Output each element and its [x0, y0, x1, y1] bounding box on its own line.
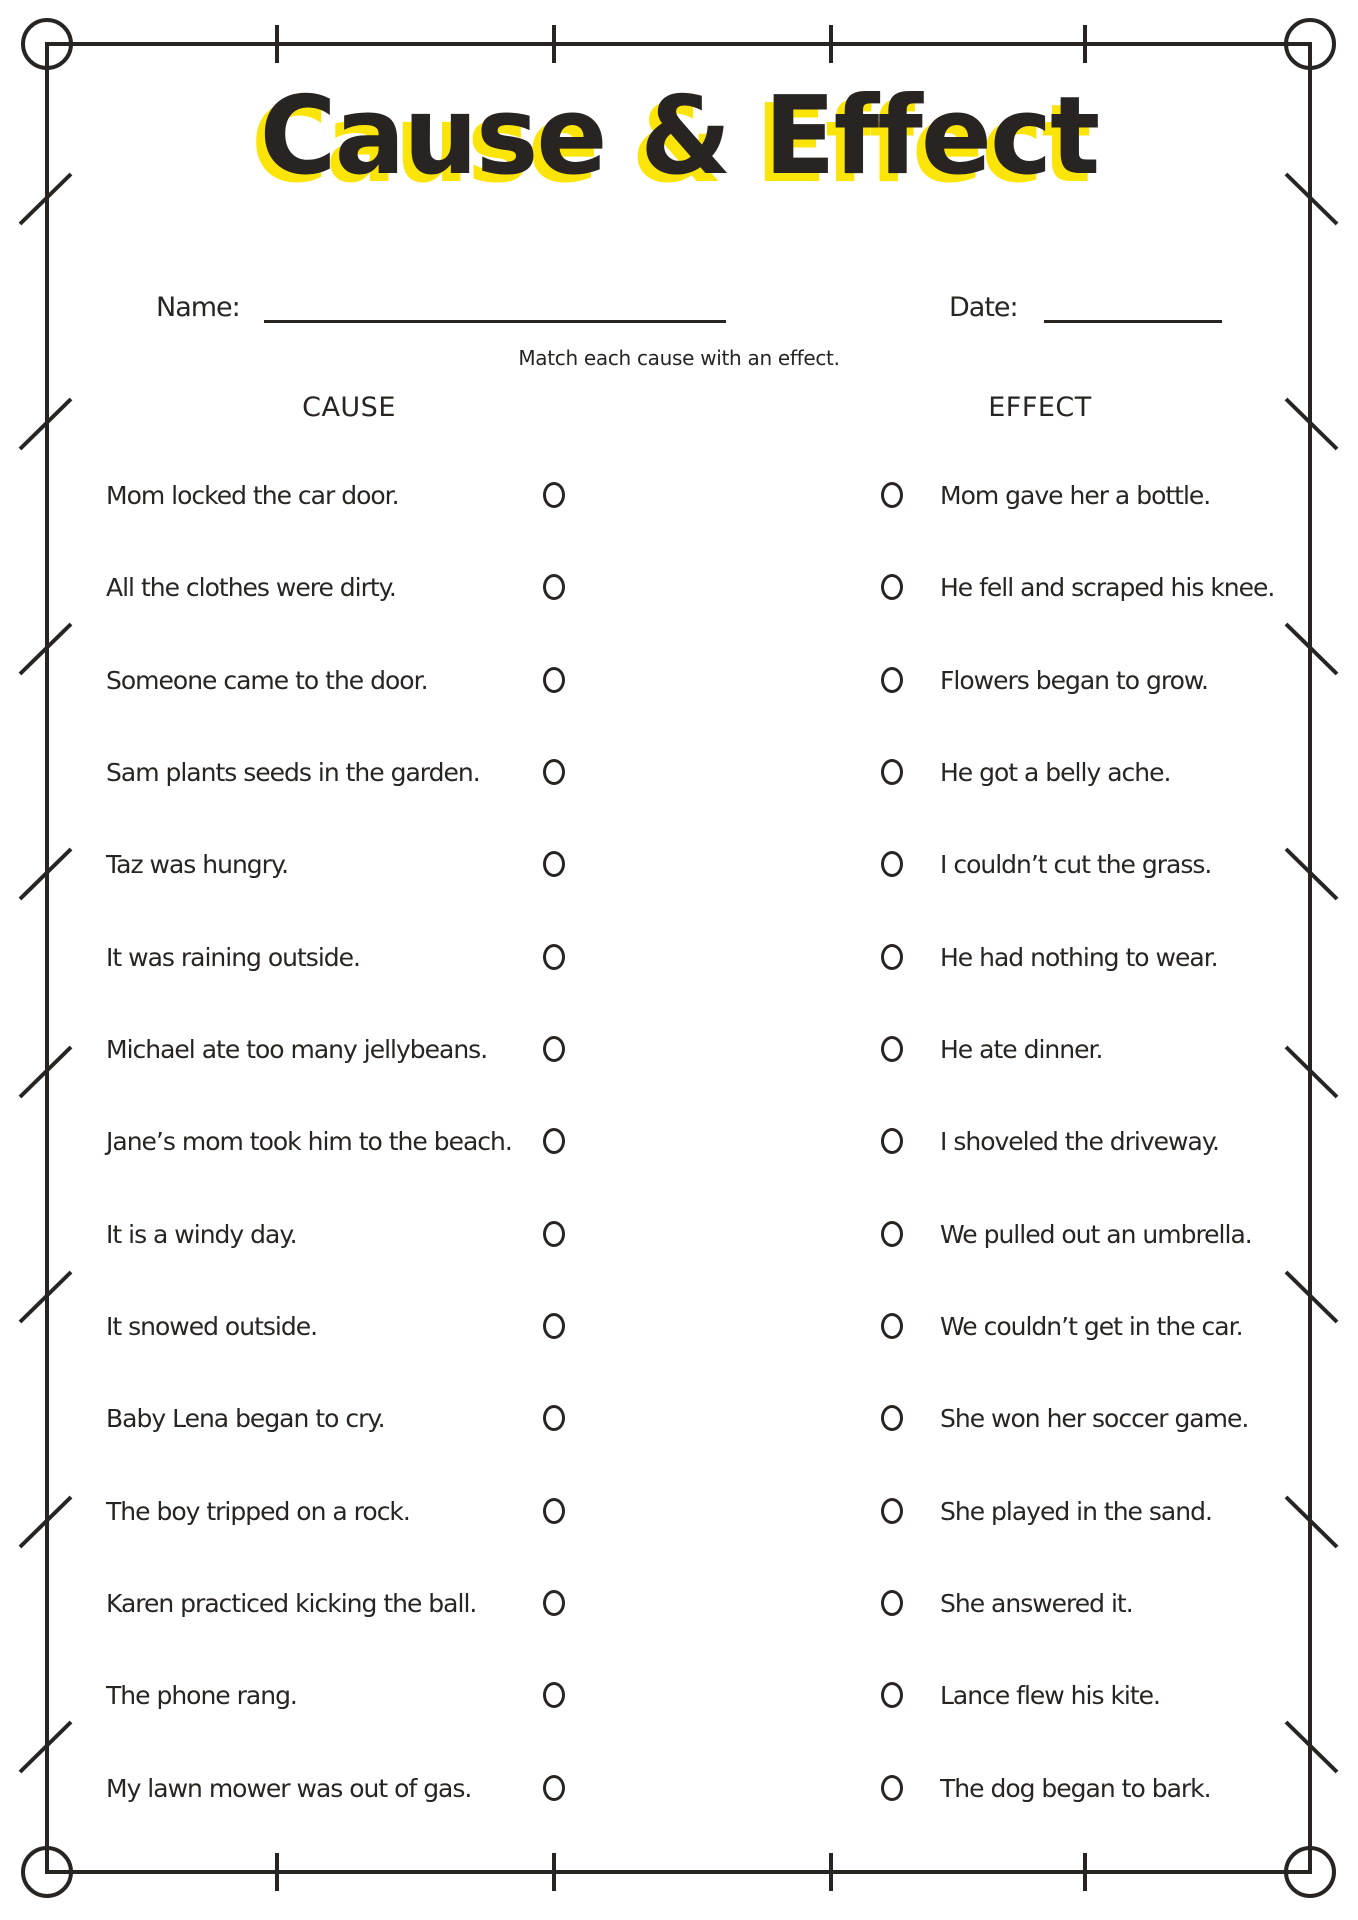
effect-answer-bubble[interactable] [881, 574, 903, 600]
cause-answer-bubble[interactable] [543, 1405, 565, 1431]
cause-column-header: CAUSE [302, 392, 396, 423]
cause-text: It was raining outside. [106, 942, 360, 972]
cause-text: All the clothes were dirty. [106, 573, 396, 603]
worksheet-title: Cause & Effect [259, 74, 1099, 199]
effect-text: I couldn’t cut the grass. [940, 850, 1212, 880]
cause-answer-bubble[interactable] [543, 944, 565, 970]
effect-text: The dog began to bark. [940, 1773, 1211, 1803]
cause-text: Baby Lena began to cry. [106, 1404, 385, 1434]
cause-answer-bubble[interactable] [543, 667, 565, 693]
cause-answer-bubble[interactable] [543, 1128, 565, 1154]
effect-answer-bubble[interactable] [881, 667, 903, 693]
matching-row [0, 1397, 1358, 1441]
effect-answer-bubble[interactable] [881, 759, 903, 785]
cause-text: It is a windy day. [106, 1219, 297, 1249]
effect-answer-bubble[interactable] [881, 1590, 903, 1616]
cause-answer-bubble[interactable] [543, 1036, 565, 1062]
cause-answer-bubble[interactable] [543, 482, 565, 508]
cause-text: Karen practiced kicking the ball. [106, 1588, 477, 1618]
cause-answer-bubble[interactable] [543, 1775, 565, 1801]
matching-row [0, 1674, 1358, 1718]
matching-row [0, 1490, 1358, 1534]
effect-text: I shoveled the driveway. [940, 1127, 1219, 1157]
effect-answer-bubble[interactable] [881, 1682, 903, 1708]
matching-row [0, 1120, 1358, 1164]
effect-text: He got a belly ache. [940, 757, 1171, 787]
cause-text: Michael ate too many jellybeans. [106, 1034, 488, 1064]
cause-answer-bubble[interactable] [543, 851, 565, 877]
effect-text: She played in the sand. [940, 1496, 1212, 1526]
effect-text: We pulled out an umbrella. [940, 1219, 1252, 1249]
matching-row [0, 936, 1358, 980]
cause-text: Jane’s mom took him to the beach. [106, 1127, 512, 1157]
cause-text: The boy tripped on a rock. [106, 1496, 410, 1526]
cause-text: Someone came to the door. [106, 665, 428, 695]
effect-answer-bubble[interactable] [881, 1128, 903, 1154]
effect-text: Flowers began to grow. [940, 665, 1208, 695]
cause-answer-bubble[interactable] [543, 759, 565, 785]
cause-text: My lawn mower was out of gas. [106, 1773, 472, 1803]
cause-text: The phone rang. [106, 1681, 297, 1711]
cause-answer-bubble[interactable] [543, 574, 565, 600]
cause-answer-bubble[interactable] [543, 1313, 565, 1339]
effect-text: Lance flew his kite. [940, 1681, 1161, 1711]
effect-text: She answered it. [940, 1588, 1133, 1618]
effect-text: He had nothing to wear. [940, 942, 1218, 972]
effect-text: She won her soccer game. [940, 1404, 1249, 1434]
cause-text: Mom locked the car door. [106, 481, 399, 510]
matching-row [0, 1213, 1358, 1257]
date-label: Date: [949, 292, 1018, 323]
matching-row [0, 659, 1358, 703]
effect-answer-bubble[interactable] [881, 1036, 903, 1062]
effect-answer-bubble[interactable] [881, 851, 903, 877]
cause-answer-bubble[interactable] [543, 1221, 565, 1247]
cause-answer-bubble[interactable] [543, 1498, 565, 1524]
cause-text: Taz was hungry. [106, 850, 289, 880]
instruction-text: Match each cause with an effect. [518, 346, 840, 370]
matching-row [0, 1028, 1358, 1072]
effect-answer-bubble[interactable] [881, 944, 903, 970]
effect-text: Mom gave her a bottle. [940, 481, 1211, 510]
effect-answer-bubble[interactable] [881, 1221, 903, 1247]
effect-answer-bubble[interactable] [881, 1498, 903, 1524]
name-label: Name: [156, 292, 240, 323]
effect-text: He fell and scraped his knee. [940, 573, 1275, 603]
cause-answer-bubble[interactable] [543, 1590, 565, 1616]
cause-text: It snowed outside. [106, 1311, 318, 1341]
matching-row [0, 1582, 1358, 1626]
matching-row [0, 1767, 1358, 1811]
matching-row [0, 843, 1358, 887]
effect-text: We couldn’t get in the car. [940, 1311, 1243, 1341]
cause-text: Sam plants seeds in the garden. [106, 757, 480, 787]
effect-answer-bubble[interactable] [881, 1405, 903, 1431]
matching-row [0, 751, 1358, 795]
matching-row [0, 474, 1358, 518]
matching-row [0, 566, 1358, 610]
effect-text: He ate dinner. [940, 1034, 1103, 1064]
effect-answer-bubble[interactable] [881, 1775, 903, 1801]
effect-column-header: EFFECT [988, 392, 1092, 423]
matching-row [0, 1305, 1358, 1349]
effect-answer-bubble[interactable] [881, 1313, 903, 1339]
effect-answer-bubble[interactable] [881, 482, 903, 508]
cause-answer-bubble[interactable] [543, 1682, 565, 1708]
